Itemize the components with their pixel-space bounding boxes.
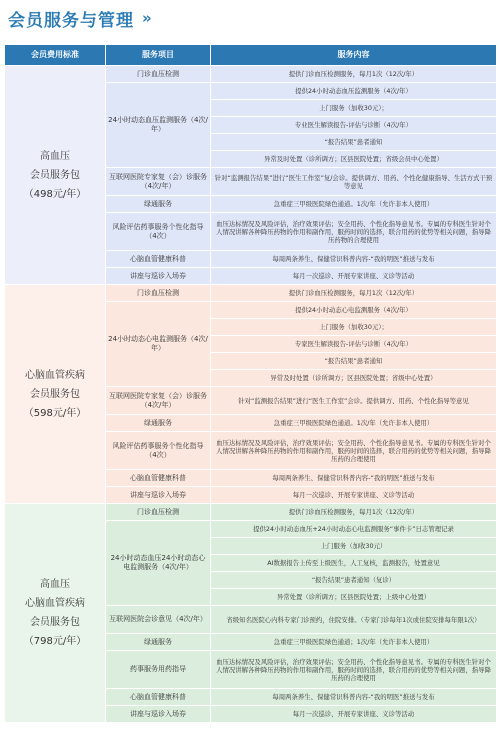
service-content: 提供门诊血压检测服务，每月1次（12次/年） [211, 66, 497, 83]
service-content: AI数据报告上传至上级医生，人工复核，监测报告，处置意见 [211, 555, 497, 572]
service-item: 互联网医院专家复（会）诊服务（4次/年） [106, 168, 211, 196]
service-item: 绿通服务 [106, 415, 211, 432]
service-item: 互联网医院专家复（会）诊服务（4次/年） [106, 387, 211, 415]
service-item: 讲座与巡诊入场券 [106, 706, 211, 723]
header-service-item: 服务项目 [106, 45, 211, 66]
service-content: 提供门诊血压检测服务，每月1次（12次/年） [211, 285, 497, 302]
service-item: 门诊血压检测 [106, 285, 211, 302]
service-item: 绿通服务 [106, 196, 211, 213]
service-content: 提供门诊血压检测服务，每月1次（12次/年） [211, 504, 497, 521]
service-content: 省级知名医院心内科专家门诊预约，住院安排。（专家门诊每年1次或住院安排每年限1次） [211, 606, 497, 634]
service-content: 上门服务（加收30元）； [211, 100, 497, 117]
service-item: 讲座与巡诊入场券 [106, 487, 211, 504]
service-content: 上门服务（加收30元）； [211, 319, 497, 336]
package-price: （498元/年） [23, 188, 87, 200]
package-cell [5, 285, 106, 504]
service-content: 血压达标情况及风险评估，治疗效果评估；安全用药、个性化指导意见书。专属的专科医生针对个人情况讲解各种降压药物的作用和副作用，服药时间的选择，联合用药的优势等相关问题，指导降压药物的合理使用 [211, 213, 497, 251]
service-item: 24小时动态心电监测服务（4次/年） [106, 302, 211, 387]
service-item: 心脑血管健康科普 [106, 689, 211, 706]
package-name-3: 会员服务包 [30, 617, 80, 628]
double-chevron-right-icon: » [142, 9, 153, 27]
service-content: 每月一次巡诊、开展专家讲座、义诊等活动 [211, 268, 497, 285]
service-content: “报告结果”患者通知 [211, 353, 497, 370]
service-content: 异常及时处置（诊所调方；区县医院处置；省级中心处置） [211, 370, 497, 387]
service-content: 每月一次巡诊、开展专家讲座、义诊等活动 [211, 487, 497, 504]
service-item: 24小时动态血压监测服务（4次/年） [106, 83, 211, 168]
package-name: 心脑血管疾病 [25, 369, 85, 381]
service-content: 专业医生解读报告-评估与诊断（4次/年） [211, 117, 497, 134]
table-row [5, 285, 497, 302]
service-content: 提供24小时动态血压+24小时动态心电监测服务“事件卡”日志管理记录 [211, 521, 497, 538]
service-content: 急重症三甲级医院绿色通道；1次/年（允许非本人使用） [211, 634, 497, 651]
service-item: 风险评估药事服务个性化指导（4次） [106, 213, 211, 251]
service-content: 每周两条养生、保健常识科普内容-“我的明医”推送与发布 [211, 689, 497, 706]
package-name: 高血压 [40, 150, 70, 162]
membership-table [4, 44, 497, 723]
service-item: 24小时动态血压24小时动态心电监测服务（4次/年） [106, 521, 211, 606]
package-name-2: 心脑血管疾病 [25, 598, 85, 609]
service-content: 针对“监测报告结果”进行“医生工作室”复/会诊。提供调方、用药、个性化健康指导、生活方式干预等意见 [211, 168, 497, 196]
service-content: 专家医生解读报告-评估与诊断（4次/年） [211, 336, 497, 353]
package-name-2: 会员服务包 [30, 388, 80, 400]
package-price: （598元/年） [23, 407, 87, 419]
service-content: 血压达标情况及风险评估，治疗效果评估；安全用药、个性化指导意见书。专属的专科医生针对个人情况讲解各种降压药物的作用和副作用，服药时间的选择，联合用药的优势等相关问题，指导降压药的合理使用 [211, 432, 497, 470]
package-cell [5, 504, 106, 723]
service-item: 绿通服务 [106, 634, 211, 651]
service-content: 每月一次巡诊、开展专家讲座、义诊等活动 [211, 706, 497, 723]
package-price: （798元/年） [23, 636, 87, 647]
service-content: “报告结果”患者通知 [211, 134, 497, 151]
service-item: 门诊血压检测 [106, 504, 211, 521]
header-service-content: 服务内容 [211, 45, 497, 66]
service-content: 急重症三甲级医院绿色通道。1次/年（允许非本人使用） [211, 196, 497, 213]
package-cell [5, 66, 106, 285]
service-item: 心脑血管健康科普 [106, 251, 211, 268]
table-header-row [5, 45, 497, 66]
page-title-text: 会员服务与管理 [8, 10, 134, 31]
service-item: 互联网医院会诊意见（4次/年） [106, 606, 211, 634]
service-content: 异常处置（诊所调方；区县医院处置；上级中心处置） [211, 589, 497, 606]
service-content: 针对“监测报告结果”进行“医生工作室”会诊。提供调方、用药、个性化指导等意见 [211, 387, 497, 415]
service-item: 药事服务用药指导 [106, 651, 211, 689]
service-content: 异常及时处置（诊所调方；区县医院处置；省级会员中心处置） [211, 151, 497, 168]
group-combined [5, 504, 497, 723]
service-content: 上门服务（加收30元） [211, 538, 497, 555]
table-row [5, 504, 497, 521]
service-item: 讲座与巡诊入场券 [106, 268, 211, 285]
group-hypertension [5, 66, 497, 285]
package-name-2: 会员服务包 [30, 169, 80, 181]
service-item: 心脑血管健康科普 [106, 470, 211, 487]
service-content: “报告结果”患者通知（复诊） [211, 572, 497, 589]
service-content: 每周两条养生、保健常识科普内容-“我的明医”推送与发布 [211, 251, 497, 268]
service-item: 门诊血压检测 [106, 66, 211, 83]
header-fee-standard: 会员费用标准 [5, 45, 106, 66]
page-title [8, 4, 153, 32]
service-content: 每周两条养生、保健常识科普内容-“我的明医”推送与发布 [211, 470, 497, 487]
group-cardio-cerebrovascular [5, 285, 497, 504]
service-content: 提供24小时动态心电监测服务（4次/年） [211, 302, 497, 319]
service-content: 提供24小时动态血压监测服务（4次/年） [211, 83, 497, 100]
package-name: 高血压 [40, 579, 70, 590]
table-row [5, 66, 497, 83]
service-content: 血压达标情况及风险评估，治疗效果评估；安全用药、个性化指导意见书。专属的专科医生针对个人情况讲解各种降压药物的作用和副作用，服药时间的选择，联合用药的优势等相关问题，指导降压药的合理使用 [211, 651, 497, 689]
service-item: 风险评估药事服务个性化指导（4次） [106, 432, 211, 470]
service-content: 急重症三甲级医院绿色通道。1次/年（允许非本人使用） [211, 415, 497, 432]
